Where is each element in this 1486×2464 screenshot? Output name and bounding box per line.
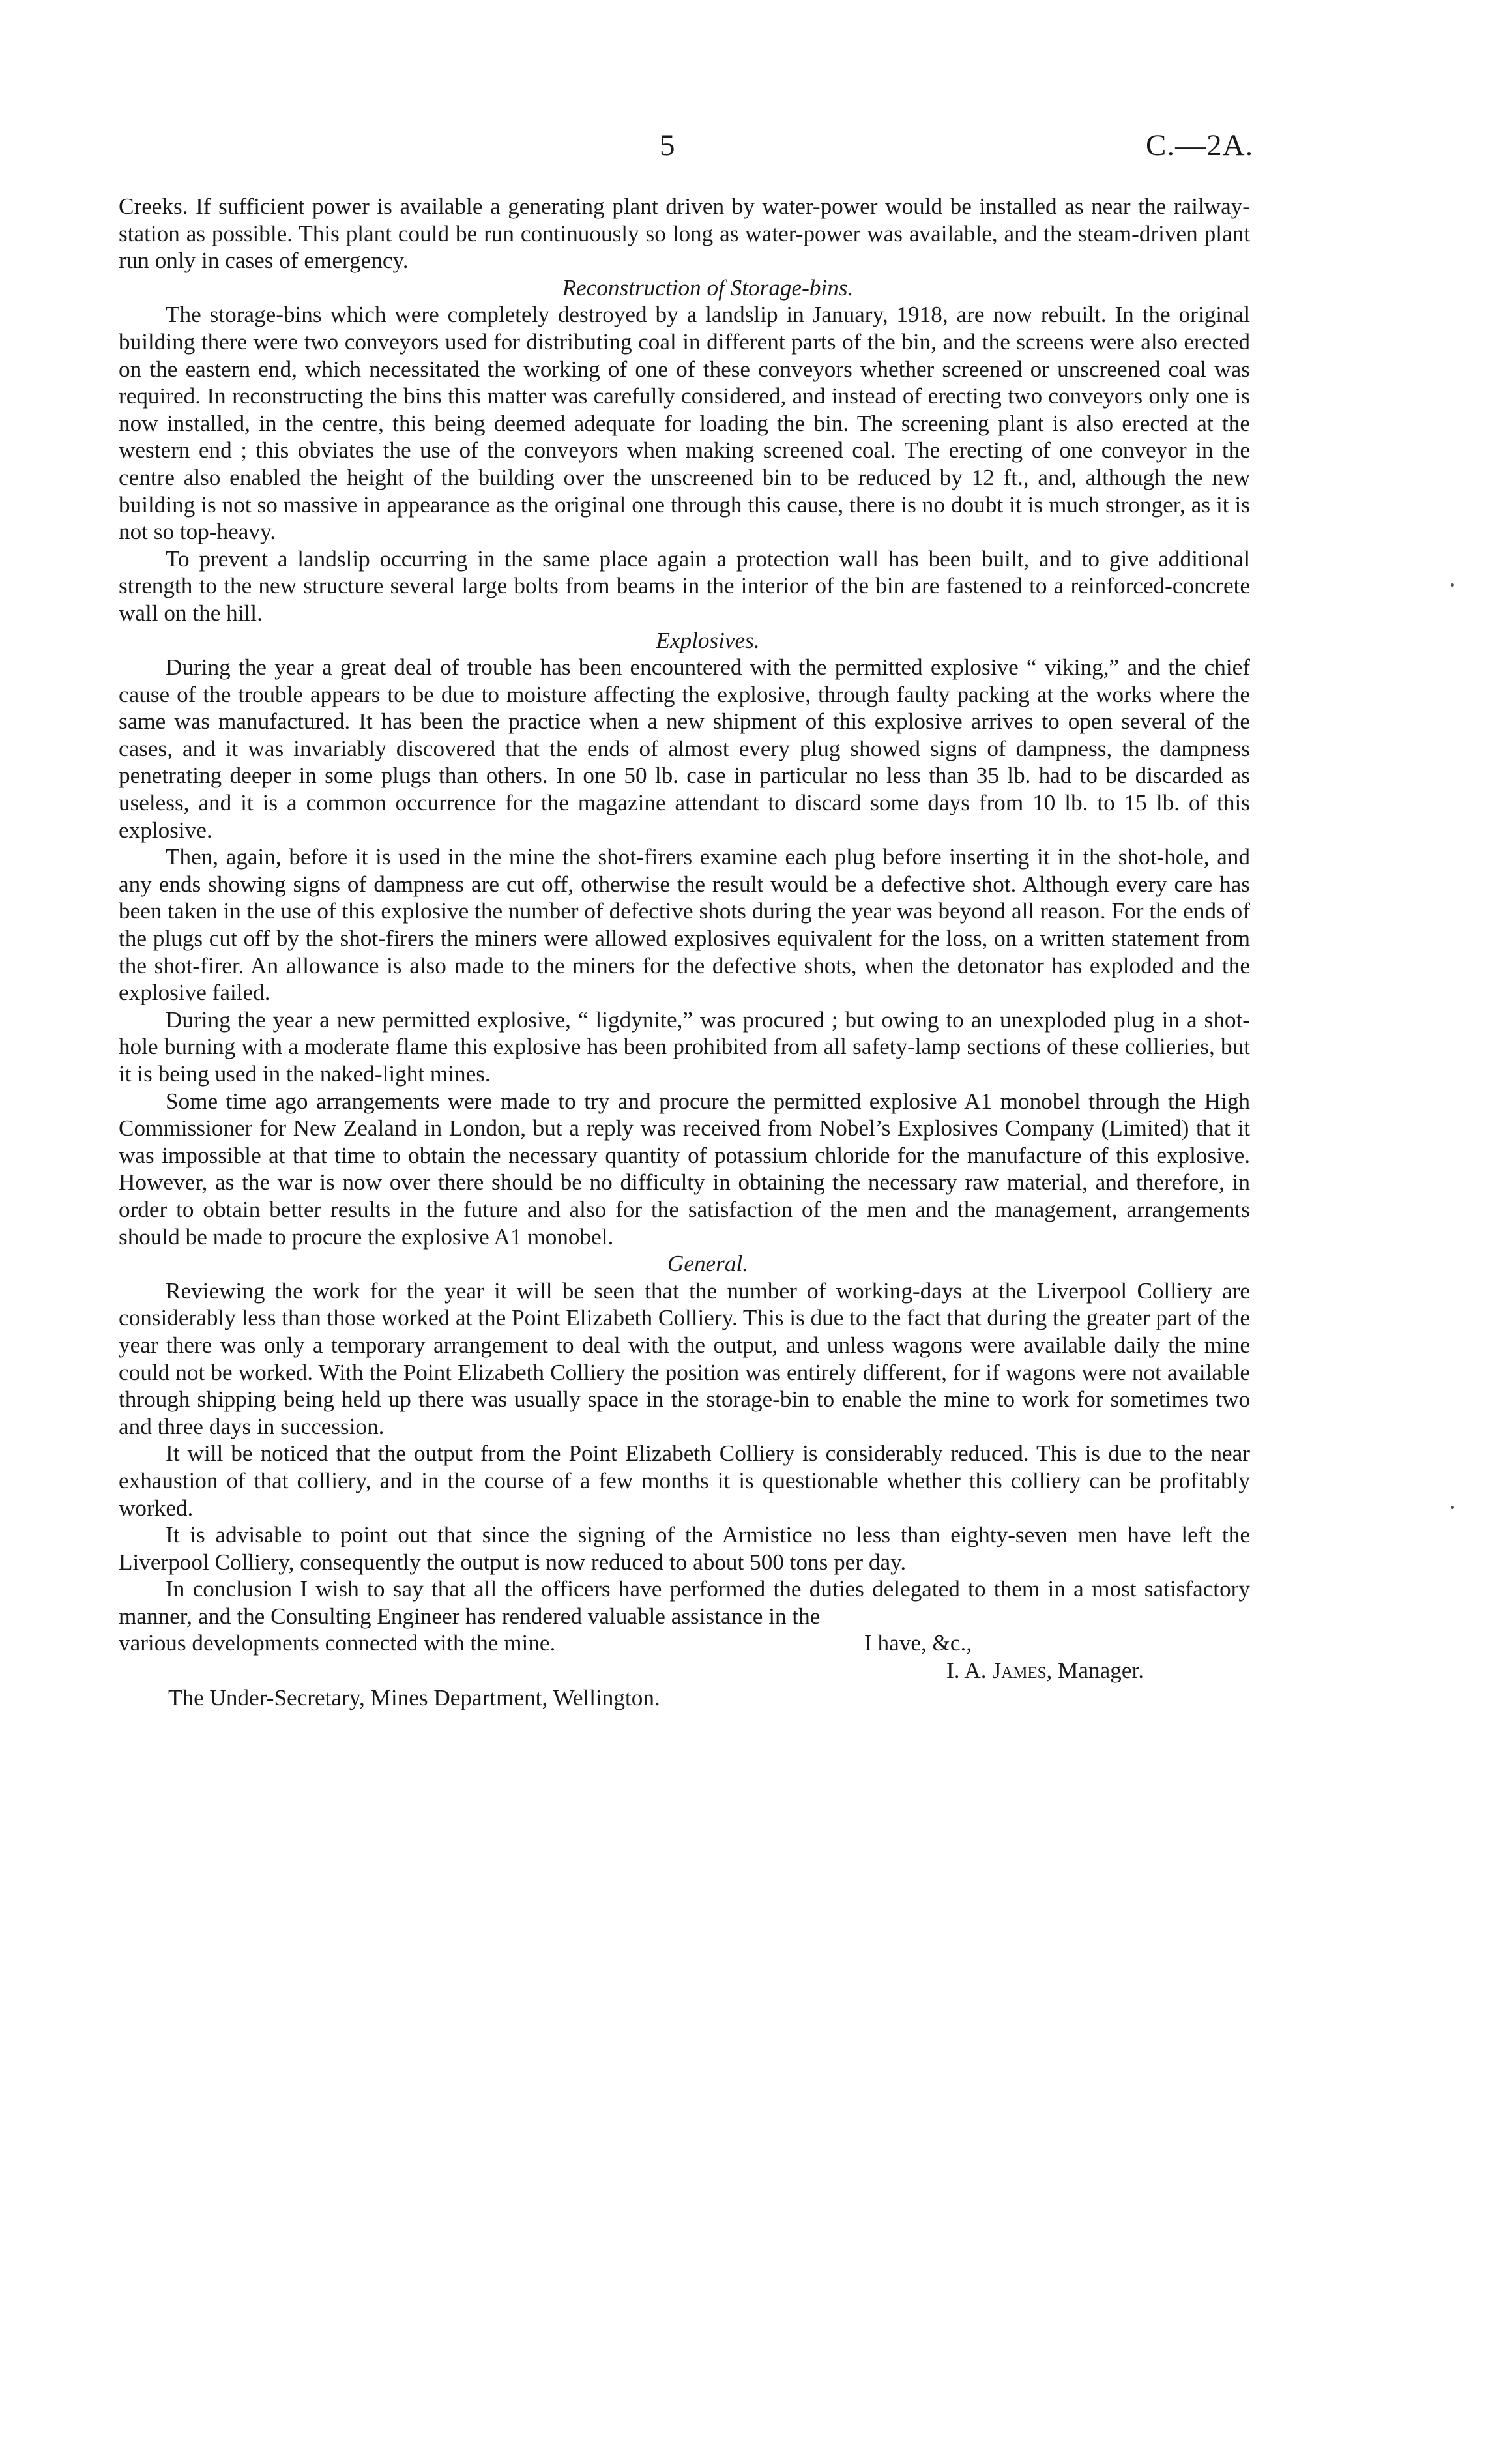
explosives-paragraph-4: Some time ago arrangements were made to try and procure the permitted explosive A1 monobel through the High Commissioner for New Zealand in London, but a reply was received from Nobel’s Explosives Company (Limited) that it was impossible at that time to obtain the necessary quantity of potassium chloride for the manufacture of this explosive. However, as the war is now over there should be no difficulty in obtaining the necessary raw material, and therefore, in order to obtain better results in the future and also for the satisfaction of the men and the management, arrangements should be made to procure the explosive A1 monobel. [119,1088,1250,1250]
section-heading-general: General. [667,1251,749,1277]
explosives-paragraph-3: During the year a new permitted explosive, “ ligdynite,” was procured ; but owing to an unexploded plug in a shot-hole burning with a moderate flame this explosive has been prohibited from all safety-lamp sections of these collieries, but it is being used in the naked-light mines. [119,1006,1250,1087]
section-heading-explosives: Explosives. [656,627,760,653]
document-code: C.—2A. [1146,128,1254,162]
general-paragraph-3: It is advisable to point out that since the signing of the Armistice no less than eighty-seven men have left the Liverpool Colliery, consequently the output is now reduced to about 500 tons per day. [119,1522,1250,1575]
document-body [119,193,1250,1711]
signature [946,1657,1144,1684]
storage-bins-paragraph-1: The storage-bins which were completely destroyed by a landslip in January, 1918, are now rebuilt. In the original building there were two conveyors used for distributing coal in different parts of the bin, and the screens were also erected on the eastern end, which necessitated the working of one of these conveyors whether screened or unscreened coal was required. In reconstructing the bins this matter was carefully considered, and instead of erecting two conveyors only one is now installed, in the centre, this being deemed adequate for loading the bin. The screening plant is also erected at the western end ; this obviates the use of the conveyors when making screened coal. The erecting of one conveyor in the centre also enabled the height of the building over the unscreened bin to be reduced by 12 ft., and, although the new building is not so massive in appearance as the original one through this cause, there is no doubt it is much stronger, as it is not so top-heavy. [119,302,1250,545]
margin-mark [1451,1506,1454,1509]
intro-paragraph: Creeks. If sufficient power is available a generating plant driven by water-power would be installed as near the railway-station as possible. This plant could be run continuously so long as water-power was available, and the steam-driven plant run only in cases of emergency. [119,194,1250,274]
page-header [0,128,1486,173]
signature-title: Manager. [1058,1658,1144,1684]
explosives-paragraph-1: During the year a great deal of trouble has been encountered with the permitted explosive “ viking,” and the chief cause of the trouble appears to be due to moisture affecting the explosive, through faulty packing at the works where the same was manufactured. It has been the practice when a new shipment of this explosive arrives to open several of the cases, and it was invariably discovered that the ends of almost every plug showed signs of dampness, the dampness penetrating deeper in some plugs than others. In one 50 lb. case in particular no less than 35 lb. had to be discarded as useless, and it is a common occurrence for the magazine attendant to discard some days from 10 lb. to 15 lb. of this explosive. [119,654,1250,843]
general-closing-paragraph: In conclusion I wish to say that all the officers have performed the duties delegated to them in a most satisfactory manner, and the Consulting Engineer has rendered valuable assistance in the [119,1576,1250,1629]
margin-mark [1451,583,1454,587]
closing-line-row [119,1630,1250,1657]
closing-last-line: various developments connected with the mine. [119,1630,556,1656]
explosives-paragraph-2: Then, again, before it is used in the mine the shot-firers examine each plug before inserting it in the shot-hole, and any ends showing signs of dampness are cut off, otherwise the result would be a defective shot. Although every care has been taken in the use of this explosive the number of defective shots during the year was beyond all reason. For the ends of the plugs cut off by the shot-firers the miners were allowed explosives equivalent for the loss, on a written statement from the shot-firer. An allowance is also made to the miners for the defective shots, when the detonator has exploded and the explosive failed. [119,844,1250,1006]
page-number: 5 [660,128,675,162]
general-paragraph-1: Reviewing the work for the year it will be seen that the number of working-days at the Liverpool Colliery are considerably less than those worked at the Point Elizabeth Colliery. This is due to the fact that during the greater part of the year there was only a temporary arrangement to deal with the output, and unless wagons were available daily the mine could not be worked. With the Point Elizabeth Colliery the position was entirely different, for if wagons were not available through shipping being held up there was usually space in the storage-bin to enable the mine to work for sometimes two and three days in succession. [119,1278,1250,1439]
section-heading-storage-bins: Reconstruction of Storage-bins. [562,274,854,301]
storage-bins-paragraph-2: To prevent a landslip occurring in the same place again a protection wall has been built, and to give additional strength to the new structure several large bolts from beams in the interior of the bin are fastened to a reinforced-concrete wall on the hill. [119,546,1250,626]
signature-name: I. A. James, [946,1658,1053,1684]
addressee: The Under-Secretary, Mines Department, Wellington. [168,1684,660,1710]
signature-row [119,1657,1250,1684]
general-paragraph-2: It will be noticed that the output from the Point Elizabeth Colliery is considerably reduced. This is due to the near exhaustion of that colliery, and in the course of a few months it is questionable whether this colliery can be profitably worked. [119,1441,1250,1521]
regards-text: I have, &c., [864,1630,972,1656]
